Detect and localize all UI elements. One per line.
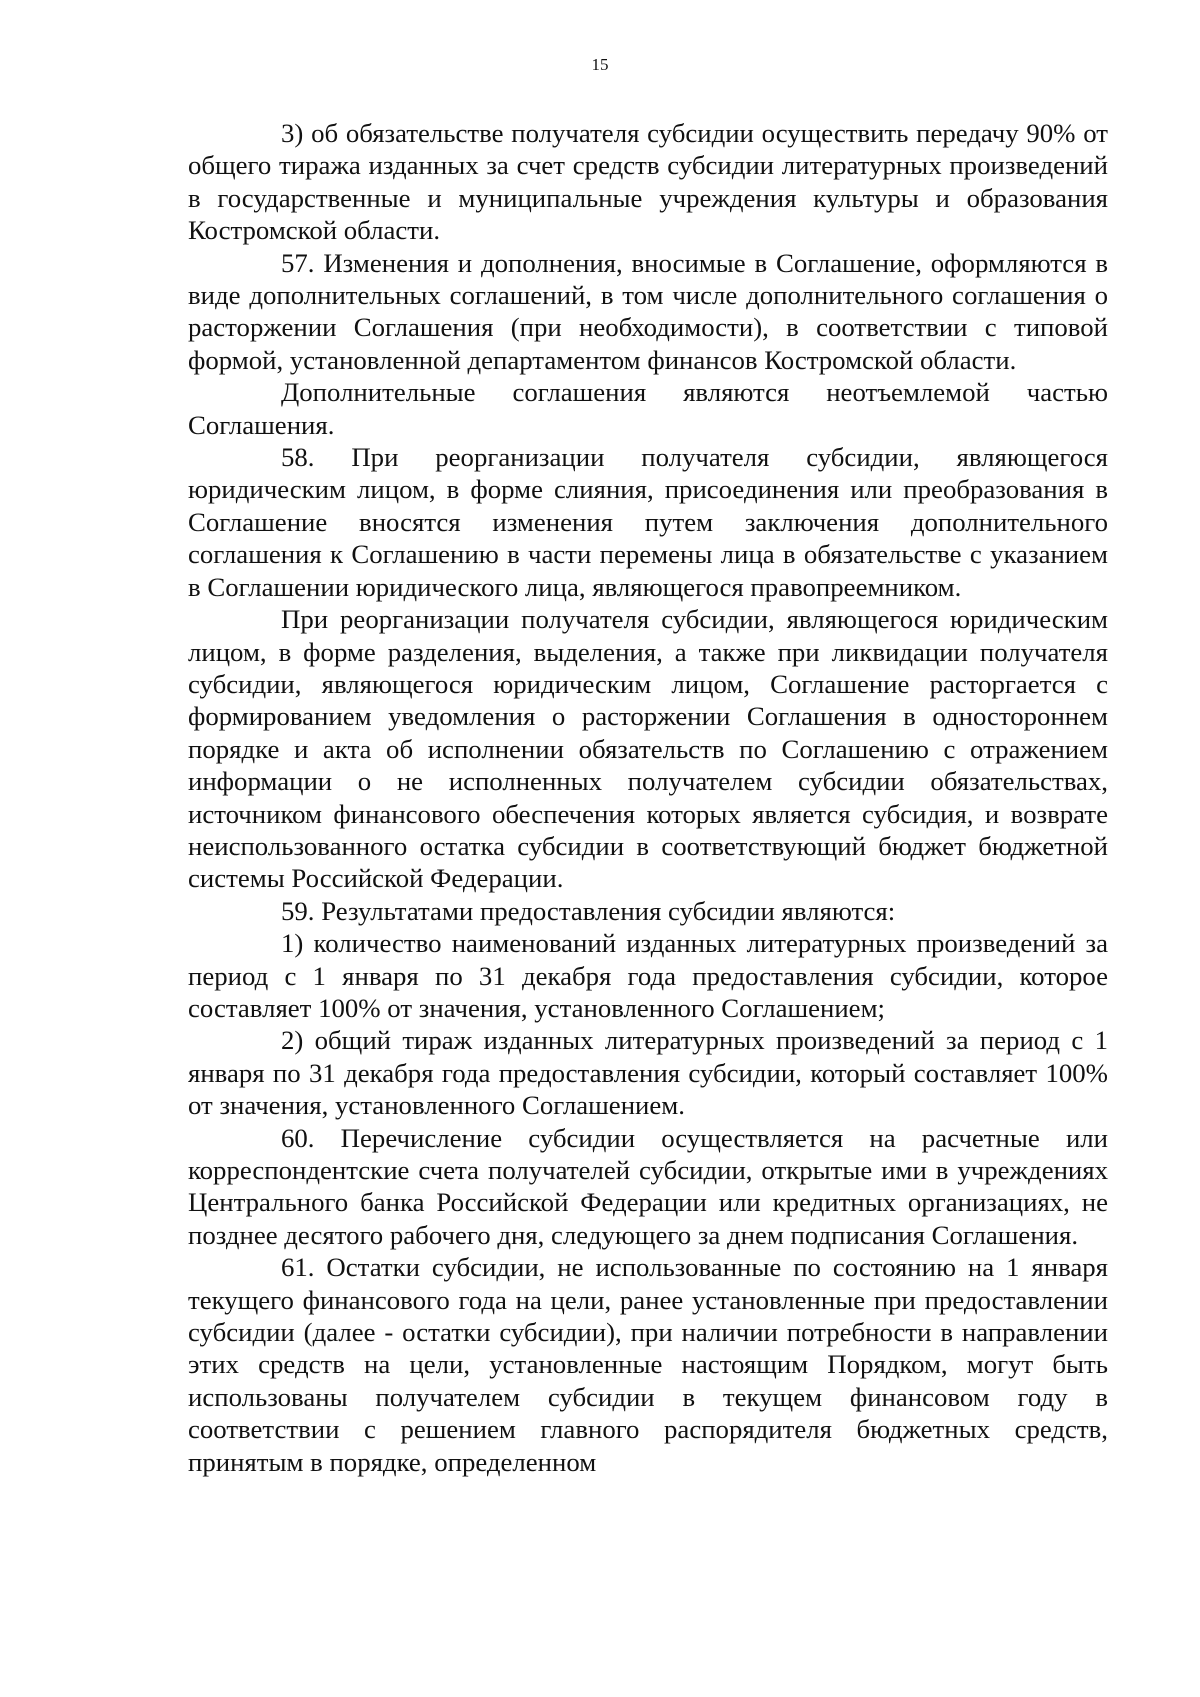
paragraph-reorganization: При реорганизации получателя субсидии, являющегося юридическим лицом, в форме разделения, выделения, а также при ликвидации получателя субсидии, являющегося юридическим лицом, Соглашение расторгается с формированием уведомления о расторжении Соглашения в одностороннем порядке и акта об исполнении обязательств по Соглашению с отражением информации о не исполненных получателем субсидии обязательствах, источником финансового обеспечения которых является субсидия, и возврате неиспользованного остатка субсидии в соответствующий бюджет бюджетной системы Российской Федерации.: [188, 604, 1108, 894]
paragraph-60: 60. Перечисление субсидии осуществляется на расчетные или корреспондентские счета получателей субсидии, открытые ими в учреждениях Центрального банка Российской Федерации или кредитных организациях, не позднее десятого рабочего дня, следующего за днем подписания Соглашения.: [188, 1122, 1108, 1250]
paragraph-result-1: 1) количество наименований изданных литературных произведений за период с 1 января по 31 декабря года предоставления субсидии, которое составляет 100% от значения, установленного Соглашением;: [188, 928, 1108, 1023]
page-number: 15: [591, 55, 609, 74]
paragraph-57: 57. Изменения и дополнения, вносимые в Соглашение, оформляются в виде дополнительных соглашений, в том числе дополнительного соглашения о расторжении Соглашения (при необходимости), в соответствии с типовой формой, установленной департаментом финансов Костромской области.: [188, 247, 1108, 375]
paragraph-result-2: 2) общий тираж изданных литературных произведений за период с 1 января по 31 декабря года предоставления субсидии, который составляет 100% от значения, установленного Соглашением.: [188, 1025, 1108, 1121]
paragraph-59: 59. Результатами предоставления субсидии являются:: [281, 895, 896, 926]
paragraph-61: 61. Остатки субсидии, не использованные по состоянию на 1 января текущего финансового года на цели, ранее установленные при предоставлении субсидии (далее - остатки субсидии), при наличии потребности в направлении этих средств на цели, установленные настоящим Порядком, могут быть использованы получателем субсидии в текущем финансовом году в соответствии с решением главного распорядителя бюджетных средств, принятым в порядке, определенном: [188, 1252, 1108, 1477]
document-body: [188, 117, 1108, 1478]
paragraph-additional-agreements: Дополнительные соглашения являются неотъемлемой частью Соглашения.: [188, 377, 1108, 440]
paragraph-item-3: 3) об обязательстве получателя субсидии осуществить передачу 90% от общего тиража изданных за счет средств субсидии литературных произведений в государственные и муниципальные учреждения культуры и образования Костромской области.: [188, 118, 1108, 246]
paragraph-58: 58. При реорганизации получателя субсидии, являющегося юридическим лицом, в форме слияния, присоединения или преобразования в Соглашение вносятся изменения путем заключения дополнительного соглашения к Соглашению в части перемены лица в обязательстве с указанием в Соглашении юридического лица, являющегося правопреемником.: [188, 442, 1108, 602]
